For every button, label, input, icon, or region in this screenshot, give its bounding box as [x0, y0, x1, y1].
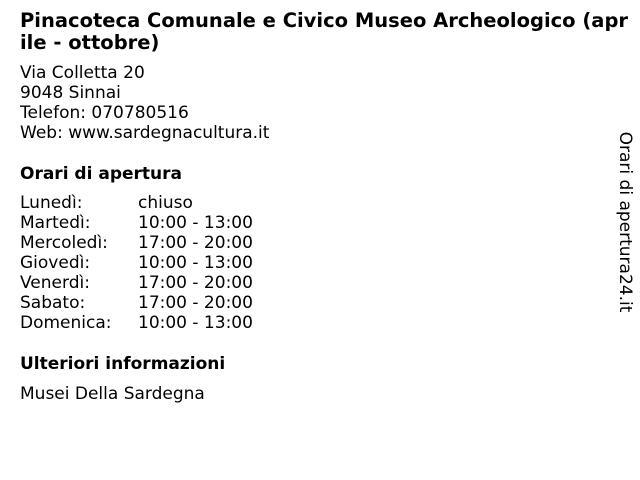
hours-row-sunday: [20, 313, 253, 333]
time-value: 17:00 - 20:00: [138, 273, 253, 293]
page-title: Pinacoteca Comunale e Civico Museo Archeologico (aprile - ottobre): [20, 9, 629, 54]
time-value: 10:00 - 13:00: [138, 253, 253, 273]
hours-row-friday: [20, 273, 253, 293]
hours-row-tuesday: [20, 213, 253, 233]
phone-number: Telefon: 070780516: [20, 103, 189, 123]
day-label: Martedì:: [20, 213, 91, 233]
hours-row-monday: [20, 193, 253, 213]
day-label: Sabato:: [20, 293, 86, 313]
day-label: Domenica:: [20, 313, 112, 333]
time-value: chiuso: [138, 193, 193, 213]
hours-row-thursday: [20, 253, 253, 273]
day-label: Mercoledì:: [20, 233, 108, 253]
time-value: 17:00 - 20:00: [138, 233, 253, 253]
address-block: [20, 63, 269, 143]
further-info-heading: Ulteriori informazioni: [20, 354, 226, 374]
opening-hours-table: [20, 193, 253, 333]
day-label: Lunedì:: [20, 193, 83, 213]
further-info-text: Musei Della Sardegna: [20, 384, 205, 404]
postal-city: 9048 Sinnai: [20, 83, 121, 103]
street-address: Via Colletta 20: [20, 63, 145, 83]
time-value: 10:00 - 13:00: [138, 213, 253, 233]
day-label: Giovedì:: [20, 253, 91, 273]
time-value: 10:00 - 13:00: [138, 313, 253, 333]
opening-hours-heading: Orari di apertura: [20, 164, 182, 184]
hours-row-wednesday: [20, 233, 253, 253]
hours-row-saturday: [20, 293, 253, 313]
time-value: 17:00 - 20:00: [138, 293, 253, 313]
site-watermark: Orari di apertura24.it: [615, 131, 635, 313]
day-label: Venerdì:: [20, 273, 90, 293]
website-link: Web: www.sardegnacultura.it: [20, 123, 270, 143]
